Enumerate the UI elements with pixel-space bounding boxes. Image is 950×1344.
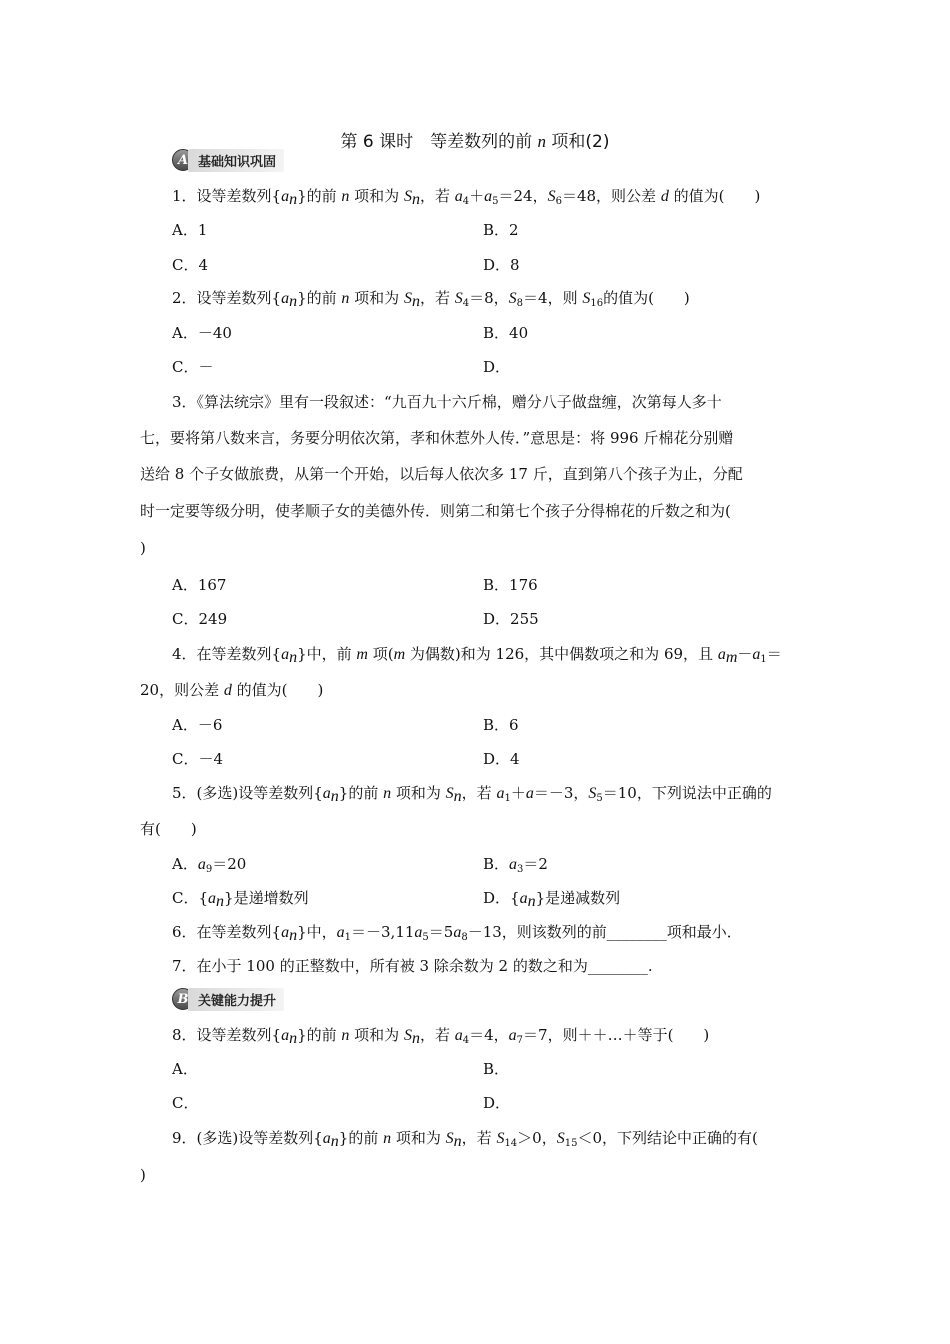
section-header-advanced [172, 988, 284, 1010]
section-header-basic [172, 149, 284, 171]
q5-option-a: A．$a_9=20$ [172, 855, 247, 875]
q4-option-a: A．－6 [172, 716, 223, 734]
question-9-line-1: 9．(多选)设等差数列$\{a_n\}$的前 n 项和为 $S_n$，若 $S_{14}>0$，$S_{15}<0$，下列结论中正确的有( [172, 1129, 758, 1150]
question-6: 6．在等差数列$\{a_n\}$中，$a_1=-3,11a_5=5a_8-13$，则该数列的前________项和最小． [172, 923, 742, 944]
question-4-line-2: 20，则公差 d 的值为( ) [140, 681, 324, 699]
q5-option-b: B．$a_3=2$ [483, 855, 548, 875]
question-4-line-1: 4．在等差数列$\{a_n\}$中，前 m 项(m 为偶数)和为 126，其中偶数项之和为 69，且 $a_m-a_1=$ [172, 645, 782, 666]
section-a-label: 基础知识巩固 [188, 149, 284, 172]
question-3-line-2: 七，要将第八数来言，务要分明依次第，孝和休惹外人传．”意思是：将 996 斤棉花分别赠 [140, 429, 734, 447]
q4-option-b: B．6 [483, 716, 519, 734]
section-b-badge-icon: B [172, 988, 194, 1010]
question-5-line-1: 5．(多选)设等差数列$\{a_n\}$的前 n 项和为 $S_n$，若 $a_1+a=-3$，$S_5=10$，下列说法中正确的 [172, 784, 772, 805]
question-2: 2．设等差数列$\{a_n\}$的前 n 项和为 $S_n$，若 $S_4=8$，$S_8=4$，则 $S_{16}$的值为( ) [172, 289, 690, 310]
question-3-line-4: 时一定要等级分明，使孝顺子女的美德外传．则第二和第七个孩子分得棉花的斤数之和为( [140, 502, 731, 520]
question-8: 8．设等差数列$\{a_n\}$的前 n 项和为 $S_n$，若 $a_4=4$，$a_7=7$，则＋＋…＋等于( ) [172, 1026, 710, 1047]
question-3-line-3: 送给 8 个子女做旅费，从第一个开始，以后每人依次多 17 斤，直到第八个孩子为止，分配 [140, 465, 743, 483]
q1-option-d: D．8 [483, 256, 520, 274]
q8-option-a: A． [172, 1060, 198, 1078]
question-1: 1．设等差数列$\{a_n\}$的前 n 项和为 $S_n$，若 $a_4+a_5=24$，$S_6=48$，则公差 d 的值为( ) [172, 187, 761, 208]
q5-option-c: C．$\{a_n\}$是递增数列 [172, 889, 309, 910]
q3-option-a: A．167 [172, 576, 227, 594]
q2-option-b: B．40 [483, 324, 529, 342]
q4-option-c: C．－4 [172, 750, 224, 768]
question-9-line-2: ) [140, 1166, 146, 1184]
q2-option-a: A．－40 [172, 324, 232, 342]
q4-option-d: D．4 [483, 750, 520, 768]
section-a-badge-icon: A [172, 149, 194, 171]
q3-option-b: B．176 [483, 576, 538, 594]
q1-option-b: B．2 [483, 221, 519, 239]
q2-option-c: C．－ [172, 358, 214, 376]
q1-option-c: C．4 [172, 256, 209, 274]
q8-option-b: B． [483, 1060, 510, 1078]
question-3-line-5: ) [140, 539, 146, 557]
question-5-line-2: 有( ) [140, 820, 197, 838]
q8-option-d: D． [483, 1094, 511, 1112]
q3-option-d: D．255 [483, 610, 539, 628]
question-3-line-1: 3．《算法统宗》里有一段叙述：“九百九十六斤棉，赠分八子做盘缠，次第每人多十 [172, 393, 722, 411]
page-title: 第 6 课时 等差数列的前 n 项和(2) [340, 132, 610, 152]
q5-option-d: D．$\{a_n\}$是递减数列 [483, 889, 621, 910]
q1-option-a: A．1 [172, 221, 208, 239]
q3-option-c: C．249 [172, 610, 228, 628]
question-7: 7．在小于 100 的正整数中，所有被 3 除余数为 2 的数之和为________. [172, 957, 653, 975]
q8-option-c: C． [172, 1094, 199, 1112]
q2-option-d: D． [483, 358, 511, 376]
section-b-label: 关键能力提升 [188, 988, 284, 1011]
